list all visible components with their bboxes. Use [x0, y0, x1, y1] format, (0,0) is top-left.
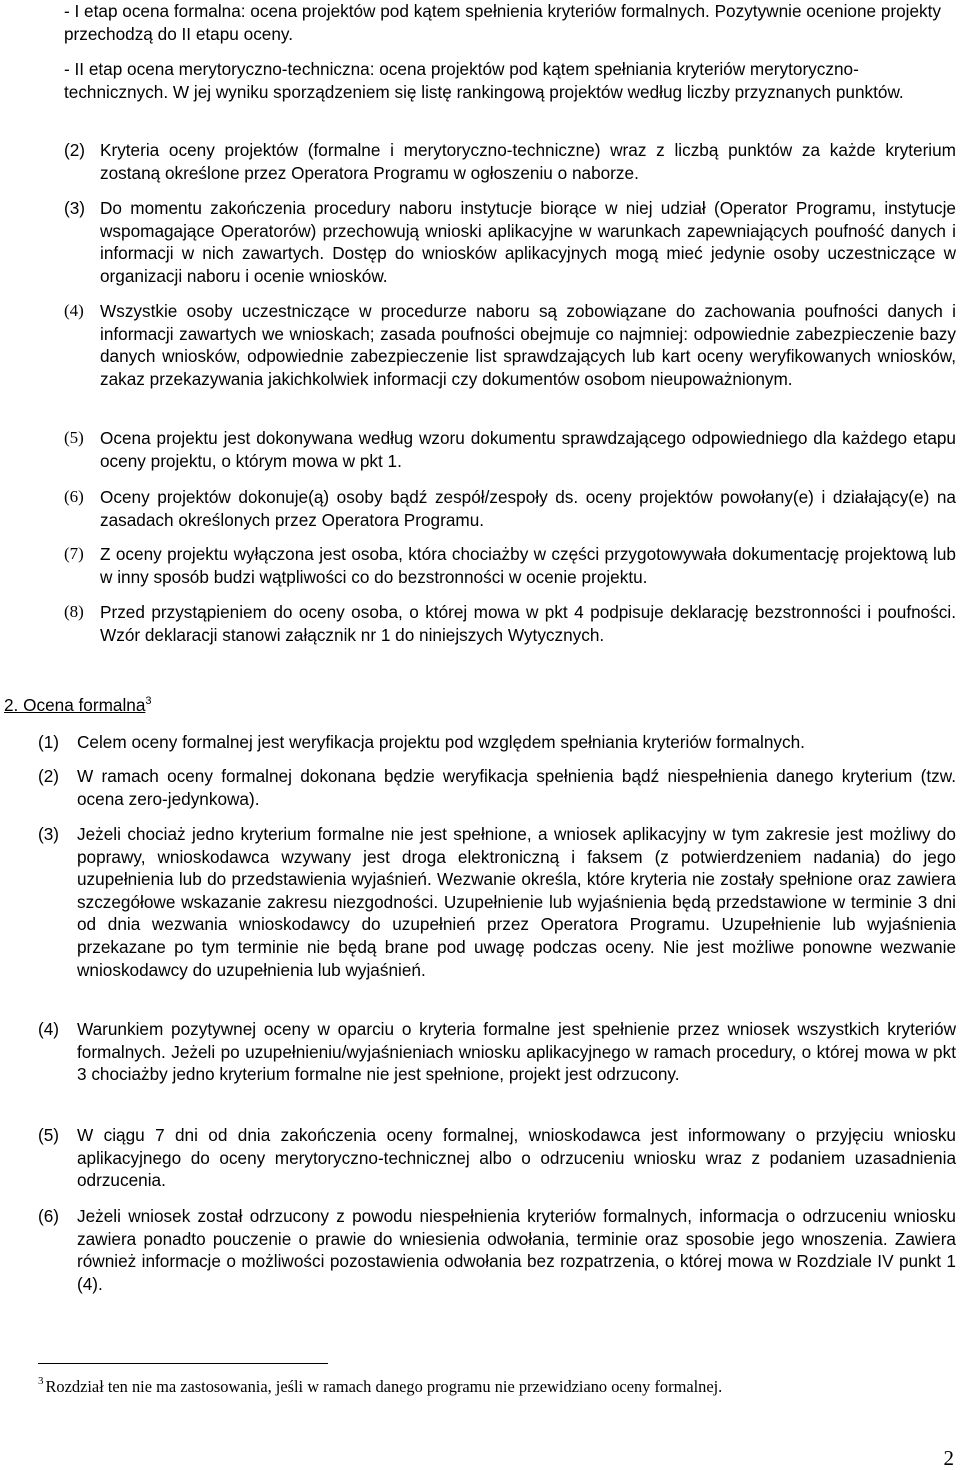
list-item [64, 139, 956, 184]
item-number: (5) [64, 428, 84, 447]
item-number: (2) [64, 140, 86, 160]
item-number: (8) [64, 602, 84, 621]
list-item [64, 197, 956, 287]
item-number: (3) [38, 824, 60, 844]
item-text: Przed przystąpieniem do oceny osoba, o której mowa w pkt 4 podpisuje deklarację bezstronności i poufności. Wzór deklaracji stanowi załącznik nr 1 do niniejszych Wytycznych. [100, 602, 956, 645]
list-item [64, 543, 956, 588]
item-number: (6) [64, 487, 84, 506]
item-number: (5) [38, 1125, 60, 1145]
footnote-marker: 3 [38, 1375, 44, 1387]
item-number: (7) [64, 544, 84, 563]
item-number: (4) [38, 1019, 60, 1039]
item-number: (2) [38, 766, 60, 786]
item-text: W ramach oceny formalnej dokonana będzie weryfikacja spełnienia bądź niespełnienia danego kryterium (tzw. ocena zero-jedynkowa). [77, 766, 956, 809]
list-item [64, 601, 956, 646]
list-item [38, 731, 956, 754]
footnote [38, 1376, 722, 1398]
page-number: 2 [943, 1446, 954, 1470]
item-text: Ocena projektu jest dokonywana według wzoru dokumentu sprawdzającego odpowiedniego dla każdego etapu oceny projektu, o którym mowa w pkt 1. [100, 428, 956, 471]
footnote-reference: 3 [145, 695, 152, 707]
item-number: (6) [38, 1206, 60, 1226]
list-item [64, 486, 956, 531]
section-heading [4, 694, 152, 717]
item-text: Warunkiem pozytywnej oceny w oparciu o kryteria formalne jest spełnienie przez wniosek wszystkich kryteriów formalnych. Jeżeli po uzupełnieniu/wyjaśnieniach wniosku aplikacyjnego w ramach procedury, o której mowa w pkt 3 chociażby jedno kryterium formalne nie jest spełnione, projekt jest odrzucony. [77, 1019, 956, 1085]
footnote-divider [38, 1363, 328, 1364]
section-title: 2. Ocena formalna [4, 695, 146, 715]
stage-one-text: - I etap ocena formalna: ocena projektów pod kątem spełnienia kryteriów formalnych. Pozytywnie ocenione projekty przechodzą do II etapu oceny. [64, 1, 942, 44]
stage-two-text: - II etap ocena merytoryczno-techniczna: ocena projektów pod kątem spełniania kryteriów merytoryczno-technicznych. W jej wyniku sporządzeniem się listę rankingową projektów według liczby przyznanych punktów. [64, 59, 904, 102]
item-text: Jeżeli wniosek został odrzucony z powodu niespełnienia kryteriów formalnych, informacja o odrzuceniu wniosku zawiera ponadto pouczenie o prawie do wniesienia odwołania, terminie oraz sposobie jego wnoszenia. Zawiera również informacje o możliwości pozostawienia odwołania bez rozpatrzenia, o której mowa w Rozdziale IV punkt 1 (4). [77, 1206, 956, 1294]
item-text: Kryteria oceny projektów (formalne i merytoryczno-techniczne) wraz z liczbą punktów za każde kryterium zostaną określone przez Operatora Programu w ogłoszeniu o naborze. [100, 140, 956, 183]
list-item [38, 1124, 956, 1192]
list-item [64, 427, 956, 472]
list-item [38, 1018, 956, 1086]
item-text: Do momentu zakończenia procedury naboru instytucje biorące w niej udział (Operator Programu, instytucje wspomagające Operatorów) przechowują wnioski aplikacyjne w warunkach zapewniających poufność danych i informacji w nich zawartych. Dostęp do wniosków aplikacyjnych mogą mieć jedynie osoby uczestniczące w organizacji naboru i ocenie wniosków. [100, 198, 956, 286]
item-text: Oceny projektów dokonuje(ą) osoby bądź zespół/zespoły ds. oceny projektów powołany(e) i działający(e) na zasadach określonych przez Operatora Programu. [100, 487, 956, 530]
item-number: (3) [64, 198, 86, 218]
item-text: Z oceny projektu wyłączona jest osoba, która chociażby w części przygotowywała dokumentację projektową lub w inny sposób budzi wątpliwości co do bezstronności w ocenie projektu. [100, 544, 956, 587]
list-item [64, 300, 956, 390]
item-text: Celem oceny formalnej jest weryfikacja projektu pod względem spełniania kryteriów formalnych. [77, 732, 805, 752]
list-item [38, 823, 956, 981]
list-item [38, 1205, 956, 1295]
item-text: Jeżeli chociaż jedno kryterium formalne nie jest spełnione, a wniosek aplikacyjny w tym zakresie jest możliwy do poprawy, wnioskodawca wzywany jest droga elektroniczną i faksem (z potwierdzeniem nadania) do jego uzupełnienia lub do przedstawienia wyjaśnień. Wezwanie określa, które kryteria nie zostały spełnione oraz zawiera szczegółowe wskazanie zakresu niezgodności. Uzupełnienie lub wyjaśnienia będą przedstawione w terminie 3 dni od dnia wezwania wnioskodawcy do uzupełnień przez Operatora Programu. Uzupełnienie lub wyjaśnienia przekazane po tym terminie nie będą brane pod uwagę podczas oceny. Nie jest możliwe ponowne wezwanie wnioskodawcy do uzupełnienia lub wyjaśnień. [77, 824, 956, 980]
list-item [38, 765, 956, 810]
item-text: W ciągu 7 dni od dnia zakończenia oceny formalnej, wnioskodawca jest informowany o przyjęciu wniosku aplikacyjnego do oceny merytoryczno-technicznej albo o odrzuceniu wniosku wraz z podaniem uzasadnienia odrzucenia. [77, 1125, 956, 1191]
item-text: Wszystkie osoby uczestniczące w procedurze naboru są zobowiązane do zachowania poufności danych i informacji zawartych we wnioskach; zasada poufności obejmuje co najmniej: odpowiednie zabezpieczenie bazy danych wniosków, odpowiednie zabezpieczenie list sprawdzających lub kart oceny weryfikowanych wniosków, zakaz przekazywania jakichkolwiek informacji czy dokumentów osobom nieupoważnionym. [100, 301, 956, 389]
item-number: (1) [38, 732, 60, 752]
footnote-text: Rozdział ten nie ma zastosowania, jeśli w ramach danego programu nie przewidziano oceny formalnej. [45, 1377, 723, 1396]
item-number: (4) [64, 301, 84, 320]
